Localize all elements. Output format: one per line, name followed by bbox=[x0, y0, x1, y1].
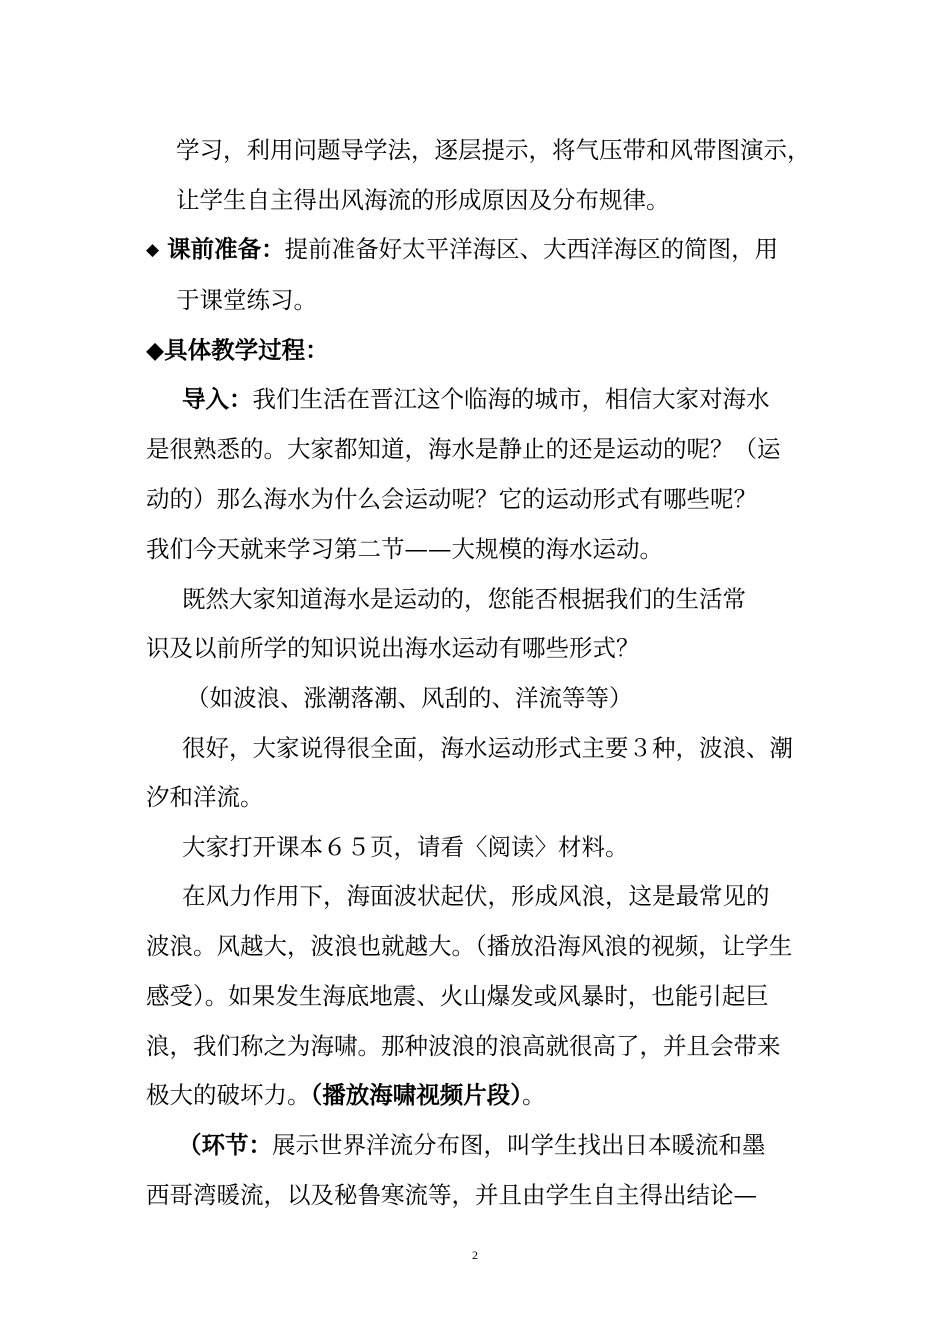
paragraph-line: 学习，利用问题导学法，逐层提示，将气压带和风带图演示， bbox=[176, 136, 811, 164]
intro-text: 我们生活在晋江这个临海的城市，相信大家对海水 bbox=[252, 385, 770, 413]
page-number: 2 bbox=[472, 1248, 478, 1262]
tsunami-video-note: （播放海啸视频片段） bbox=[310, 1081, 522, 1109]
paragraph-line: 在风力作用下，海面波状起伏，形成风浪，这是最常见的 bbox=[182, 882, 770, 910]
tsunami-line bbox=[146, 1080, 546, 1110]
paragraph-line: 我们今天就来学习第二节——大规模的海水运动。 bbox=[146, 535, 663, 563]
paragraph-line: 既然大家知道海水是运动的，您能否根据我们的生活常 bbox=[182, 585, 746, 613]
paragraph-line: 很好，大家说得很全面，海水运动形式主要３种，波浪、潮 bbox=[182, 734, 793, 762]
paragraph-line: 于课堂练习。 bbox=[176, 286, 317, 314]
intro-line bbox=[182, 384, 770, 414]
paragraph-line: 波浪。风越大，波浪也就越大。（播放沿海风浪的视频，让学生 bbox=[146, 932, 793, 960]
tsunami-text: 极大的破坏力。 bbox=[146, 1081, 311, 1109]
paragraph-line: （如波浪、涨潮落潮、风刮的、洋流等等） bbox=[186, 684, 633, 712]
paragraph-line: 西哥湾暖流，以及秘鲁寒流等，并且由学生自主得出结论— bbox=[146, 1181, 757, 1209]
paragraph-line: 浪，我们称之为海啸。那种波浪的浪高就很高了，并且会带来 bbox=[146, 1032, 781, 1060]
paragraph-line: 让学生自主得出风海流的形成原因及分布规律。 bbox=[176, 186, 670, 214]
paragraph-line: 汐和洋流。 bbox=[146, 783, 264, 811]
link-label: （环节： bbox=[178, 1131, 272, 1159]
paragraph-line: 是很熟悉的。大家都知道，海水是静止的还是运动的呢？（运 bbox=[146, 435, 781, 463]
link-line bbox=[178, 1130, 766, 1160]
paragraph-line: 动的）那么海水为什么会运动呢？它的运动形式有哪些呢？ bbox=[146, 485, 757, 513]
intro-label: 导入： bbox=[182, 385, 253, 413]
process-heading: 具体教学过程： bbox=[164, 336, 329, 364]
bullet-icon: ◆ bbox=[146, 336, 165, 364]
process-heading-line bbox=[146, 335, 329, 365]
period: 。 bbox=[522, 1081, 546, 1109]
prep-section bbox=[146, 234, 778, 265]
paragraph-line: 大家打开课本６５页，请看〈阅读〉材料。 bbox=[182, 833, 629, 861]
paragraph-line: 识及以前所学的知识说出海水运动有哪些形式？ bbox=[146, 634, 640, 662]
prep-text: 提前准备好太平洋海区、大西洋海区的简图，用 bbox=[284, 235, 779, 263]
paragraph-line: 感受）。如果发生海底地震、火山爆发或风暴时，也能引起巨 bbox=[146, 982, 769, 1010]
link-text: 展示世界洋流分布图，叫学生找出日本暖流和墨 bbox=[272, 1131, 766, 1159]
prep-heading: 课前准备： bbox=[167, 235, 285, 263]
bullet-icon: ◆ bbox=[146, 240, 160, 260]
